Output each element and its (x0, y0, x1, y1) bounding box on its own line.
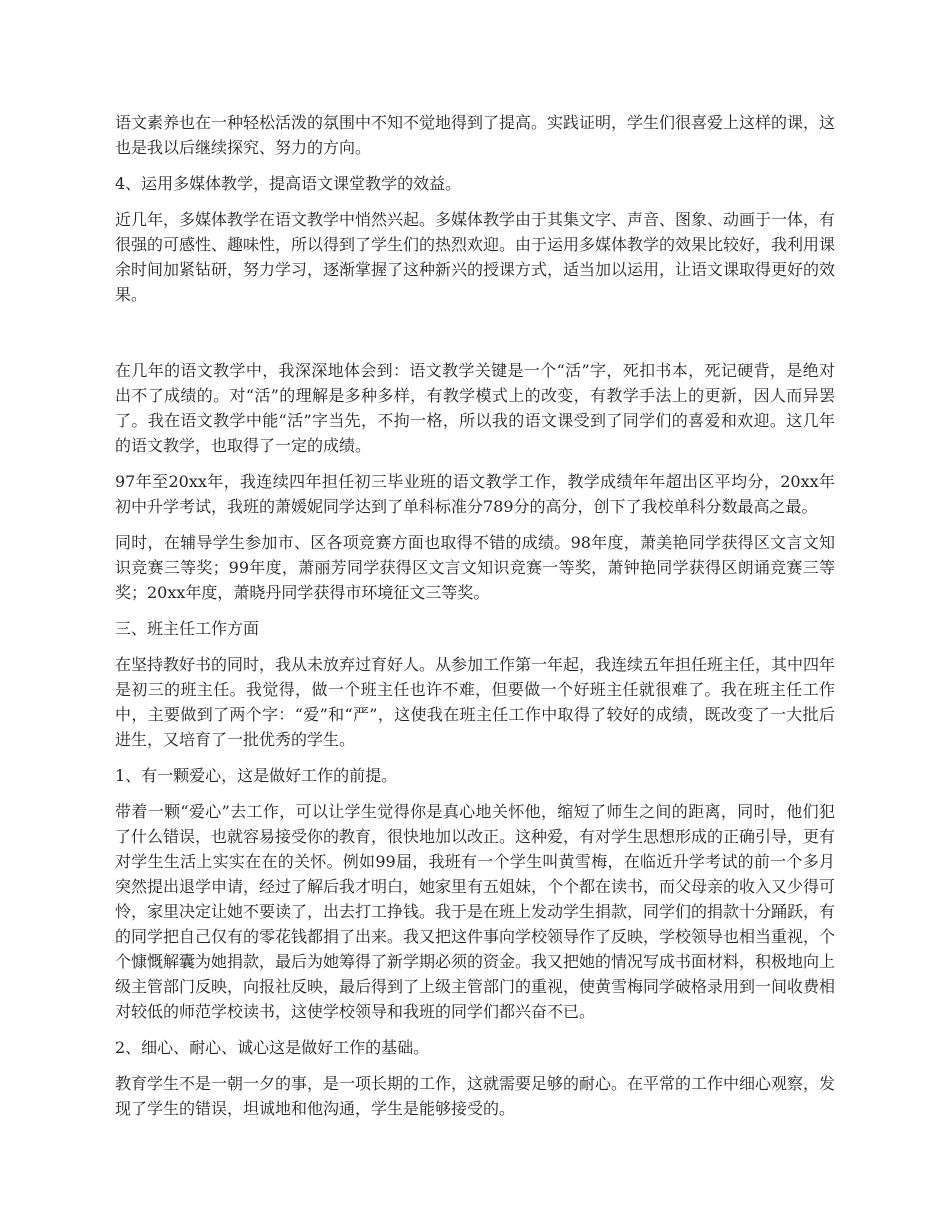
paragraph-teaching-experience: 在几年的语文教学中，我深深地体会到：语文教学关键是一个“活”字，死扣书本，死记硬背，是绝对出不了成绩的。对“活”的理解是多种多样，有教学模式上的改变，有教学手法上的更新，因人而异罢了。我在语文教学中能“活”字当先，不拘一格，所以我的语文课受到了同学们的喜爱和欢迎。这几年的语文教学，也取得了一定的成绩。 (115, 361, 835, 455)
paragraph-caring-example: 带着一颗“爱心”去工作，可以让学生觉得你是真心地关怀他，缩短了师生之间的距离，同时，他们犯了什么错误，也就容易接受你的教育，很快地加以改正。这种爱，有对学生思想形成的正确引导，更有对学生生活上实实在在的关怀。例如99届，我班有一个学生叫黄雪梅，在临近升学考试的前一个多月突然提出退学申请，经过了解后我才明白，她家里有五姐妹，个个都在读书，而父母亲的收入又少得可怜，家里决定让她不要读了，出去打工挣钱。我于是在班上发动学生捐款，同学们的捐款十分踊跃，有的同学把自己仅有的零花钱都捐了出来。我又把这件事向学校领导作了反映，学校领导也相当重视，个个慷慨解囊为她捐款，最后为她筹得了新学期必须的资金。我又把她的情况写成书面材料，积极地向上级主管部门反映，向报社反映，最后得到了上级主管部门的重视，使黄雪梅同学破格录用到一间收费相对较低的师范学校读书，这使学校领导和我班的同学们都兴奋不已。 (115, 802, 836, 1021)
subheading-caring-heart: 1、有一颗爱心，这是做好工作的前提。 (115, 766, 398, 785)
subheading-patience: 2、细心、耐心、诚心这是做好工作的基础。 (115, 1038, 430, 1057)
paragraph-competition-awards: 同时，在辅导学生参加市、区各项竞赛方面也取得不错的成绩。98年度，萧美艳同学获得区文言文知识竞赛三等奖；99年度，萧丽芳同学获得区文言文知识竞赛一等奖，萧钟艳同学获得区朗诵竞赛三等奖；20xx年度，萧晓丹同学获得市环境征文三等奖。 (115, 533, 835, 602)
paragraph-literacy-improvement: 语文素养也在一种轻松活泼的氛围中不知不觉地得到了提高。实践证明，学生们很喜爱上这样的课，这也是我以后继续探究、努力的方向。 (115, 113, 836, 157)
paragraph-patience: 教育学生不是一朝一夕的事，是一项长期的工作，这就需要足够的耐心。在平常的工作中细心观察，发现了学生的错误，坦诚地和他沟通，学生是能够接受的。 (115, 1074, 836, 1118)
section-heading-multimedia: 4、运用多媒体教学，提高语文课堂教学的效益。 (115, 174, 462, 193)
paragraph-spacer (115, 318, 835, 358)
paragraph-class-teacher-work: 在坚持教好书的同时，我从未放弃过育好人。从参加工作第一年起，我连续五年担任班主任，其中四年是初三的班主任。我觉得，做一个班主任也许不难，但要做一个好班主任就很难了。我在班主任工作中，主要做到了两个字：“爱”和“严”，这使我在班主任工作中取得了较好的成绩，既改变了一大批后进生，又培育了一批优秀的学生。 (115, 655, 836, 749)
paragraph-exam-results: 97年至20xx年，我连续四年担任初三毕业班的语文教学工作，教学成绩年年超出区平均分，20xx年初中升学考试，我班的萧媛妮同学达到了单科标准分789分的高分，创下了我校单科分数最高之最。 (115, 472, 835, 516)
section-heading-class-teacher: 三、班主任工作方面 (115, 619, 260, 638)
paragraph-multimedia-teaching: 近几年，多媒体教学在语文教学中悄然兴起。多媒体教学由于其集文字、声音、图象、动画于一体，有很强的可感性、趣味性，所以得到了学生们的热烈欢迎。由于运用多媒体教学的效果比较好，我利用课余时间加紧钻研，努力学习，逐渐掌握了这种新兴的授课方式，适当加以运用，让语文课取得更好的效果。 (115, 210, 836, 304)
